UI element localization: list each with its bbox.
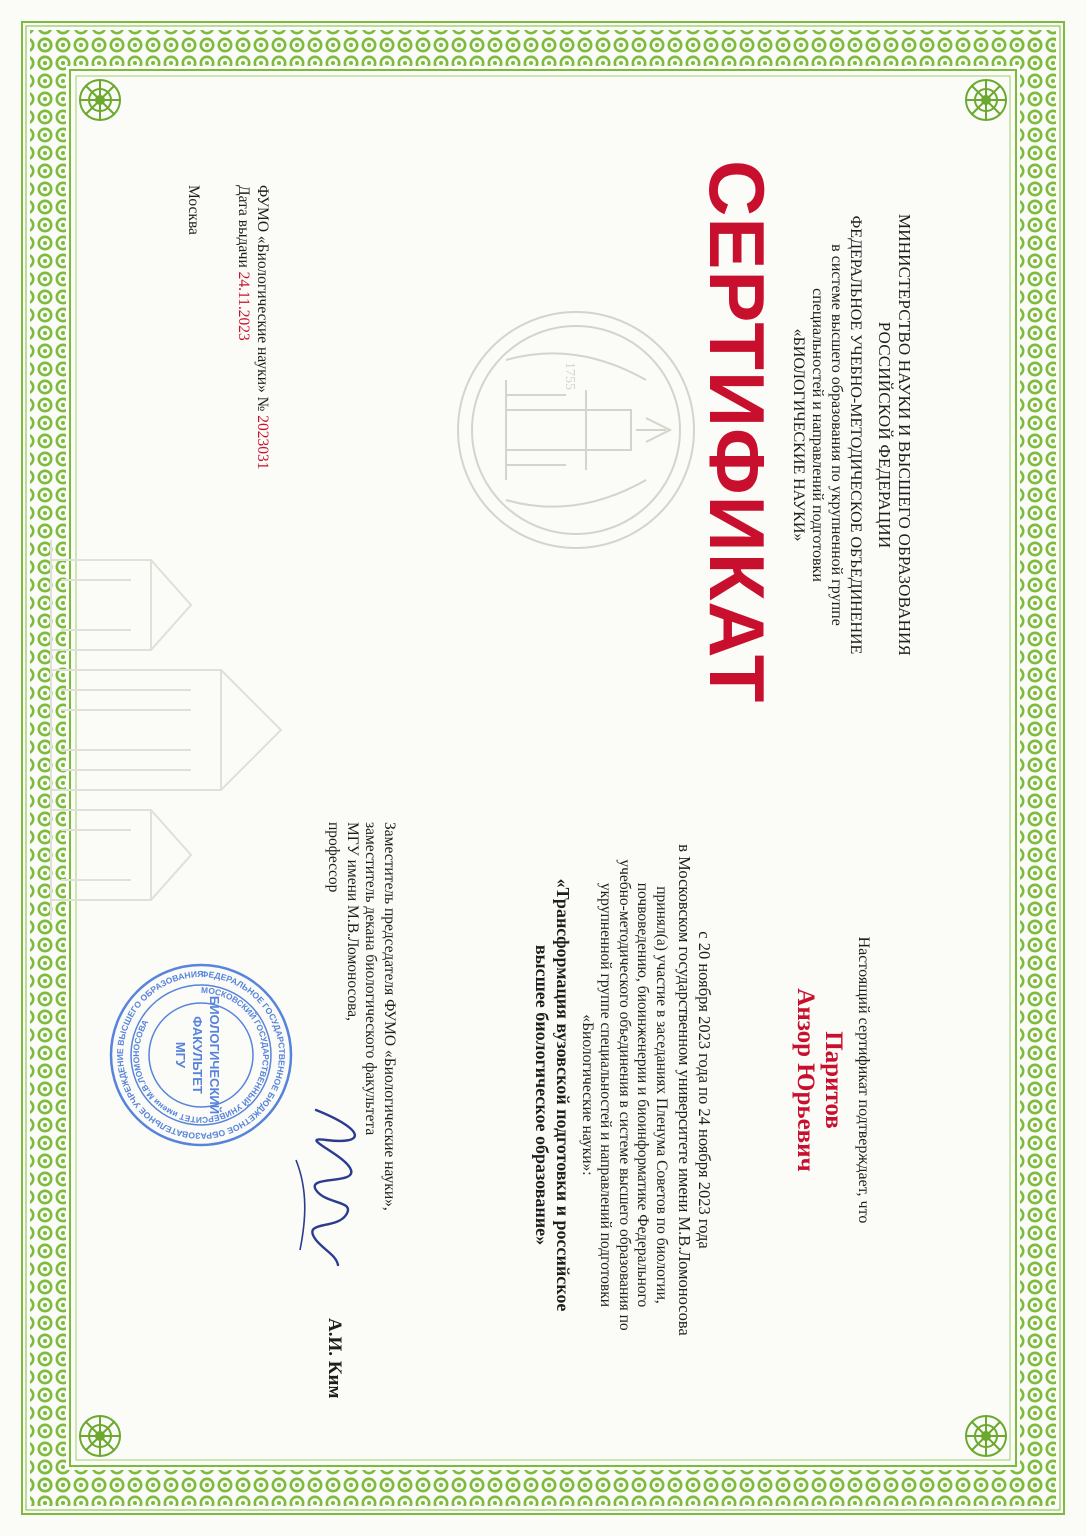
participation-line-5: «Биологические науки»:	[578, 1014, 596, 1176]
building-watermark	[41, 520, 291, 940]
signatory-line-4: профессор	[325, 822, 343, 893]
signatory-name: А.И. Ким	[324, 1318, 345, 1399]
fumo-line-3: специальностей и направлений подготовки	[809, 288, 827, 582]
signatory-line-3: МГУ имени М.В.Ломоносова,	[343, 822, 361, 1021]
stamp-line-3: МГУ	[173, 1041, 188, 1069]
participation-text	[577, 745, 670, 1445]
issue-date-value: 24.11.2023	[235, 271, 252, 341]
participation-line-4: укрупненной группе специальностей и направлений подготовки	[597, 882, 615, 1308]
stamp-outer-text: ФЕДЕРАЛЬНОЕ ГОСУДАРСТВЕННОЕ БЮДЖЕТНОЕ ОБРАЗОВАТЕЛЬНОЕ УЧРЕЖДЕНИЕ ВЫСШЕГО ОБРАЗОВАНИЯ	[114, 968, 288, 1142]
participation-line-3: учебно-методического объединения в системе высшего образования по	[615, 859, 633, 1331]
stamp-line-2: ФАКУЛЬТЕТ	[190, 1016, 205, 1094]
signatory-line-2: заместитель декана биологического факультета	[362, 822, 380, 1136]
emblem-year: 1755	[562, 362, 577, 390]
stamp-line-1: БИОЛОГИЧЕСКИЙ	[207, 995, 222, 1115]
confirmation-text: Настоящий сертификат подтверждает, что	[855, 936, 872, 1224]
fumo-line-2: в системе высшего образования по укрупненной группе	[828, 244, 846, 626]
theme-line-2: высшее биологическое образование»	[531, 944, 552, 1246]
recipient-surname: Паритов	[820, 1031, 847, 1129]
fumo-header	[789, 150, 865, 720]
participation-line-1: принял(а) участие в заседаниях Пленума Советов по биологии,	[653, 886, 670, 1304]
event-venue: в Московском государственном университете имени М.В.Ломоносова	[675, 844, 694, 1336]
ministry-header	[874, 175, 914, 695]
participation-line-2: почвоведению, биоинженерии и биоинформатике Федерального	[634, 882, 652, 1308]
certificate-number-value: 2023031	[254, 415, 271, 470]
fumo-line-1: ФЕДЕРАЛЬНОЕ УЧЕБНО-МЕТОДИЧЕСКОЕ ОБЪЕДИНЕНИЕ	[847, 215, 864, 655]
stamp-inner-text: МОСКОВСКИЙ ГОСУДАРСТВЕННЫЙ УНИВЕРСИТЕТ имени М.В.ЛОМОНОСОВА	[130, 984, 272, 1126]
signatory-line-1: Заместитель председателя ФУМО «Биологические науки»,	[381, 822, 398, 1211]
event-dates: с 20 ноября 2023 года по 24 ноября 2023 года	[695, 931, 714, 1249]
university-emblem-watermark	[446, 300, 706, 560]
ministry-line-2: РОССИЙСКОЙ ФЕДЕРАЦИИ	[874, 321, 894, 549]
certificate-number-label: ФУМО «Биологические науки» №	[254, 185, 271, 412]
certificate-number	[253, 185, 271, 470]
issue-date-label: Дата выдачи	[235, 185, 252, 268]
certificate-title: СЕРТИФИКАТ	[693, 160, 781, 704]
event-theme	[531, 740, 573, 1450]
fumo-line-4: «БИОЛОГИЧЕСКИЕ НАУКИ»	[790, 328, 808, 542]
issue-city: Москва	[185, 185, 202, 235]
recipient-name: Анзор Юрьевич	[792, 988, 819, 1172]
issue-date	[234, 185, 252, 341]
theme-line-1: «Трансформация вузовской подготовки и российское	[553, 878, 573, 1312]
official-stamp	[106, 960, 296, 1150]
ministry-line-1: МИНИСТЕРСТВО НАУКИ И ВЫСШЕГО ОБРАЗОВАНИЯ	[895, 213, 914, 657]
